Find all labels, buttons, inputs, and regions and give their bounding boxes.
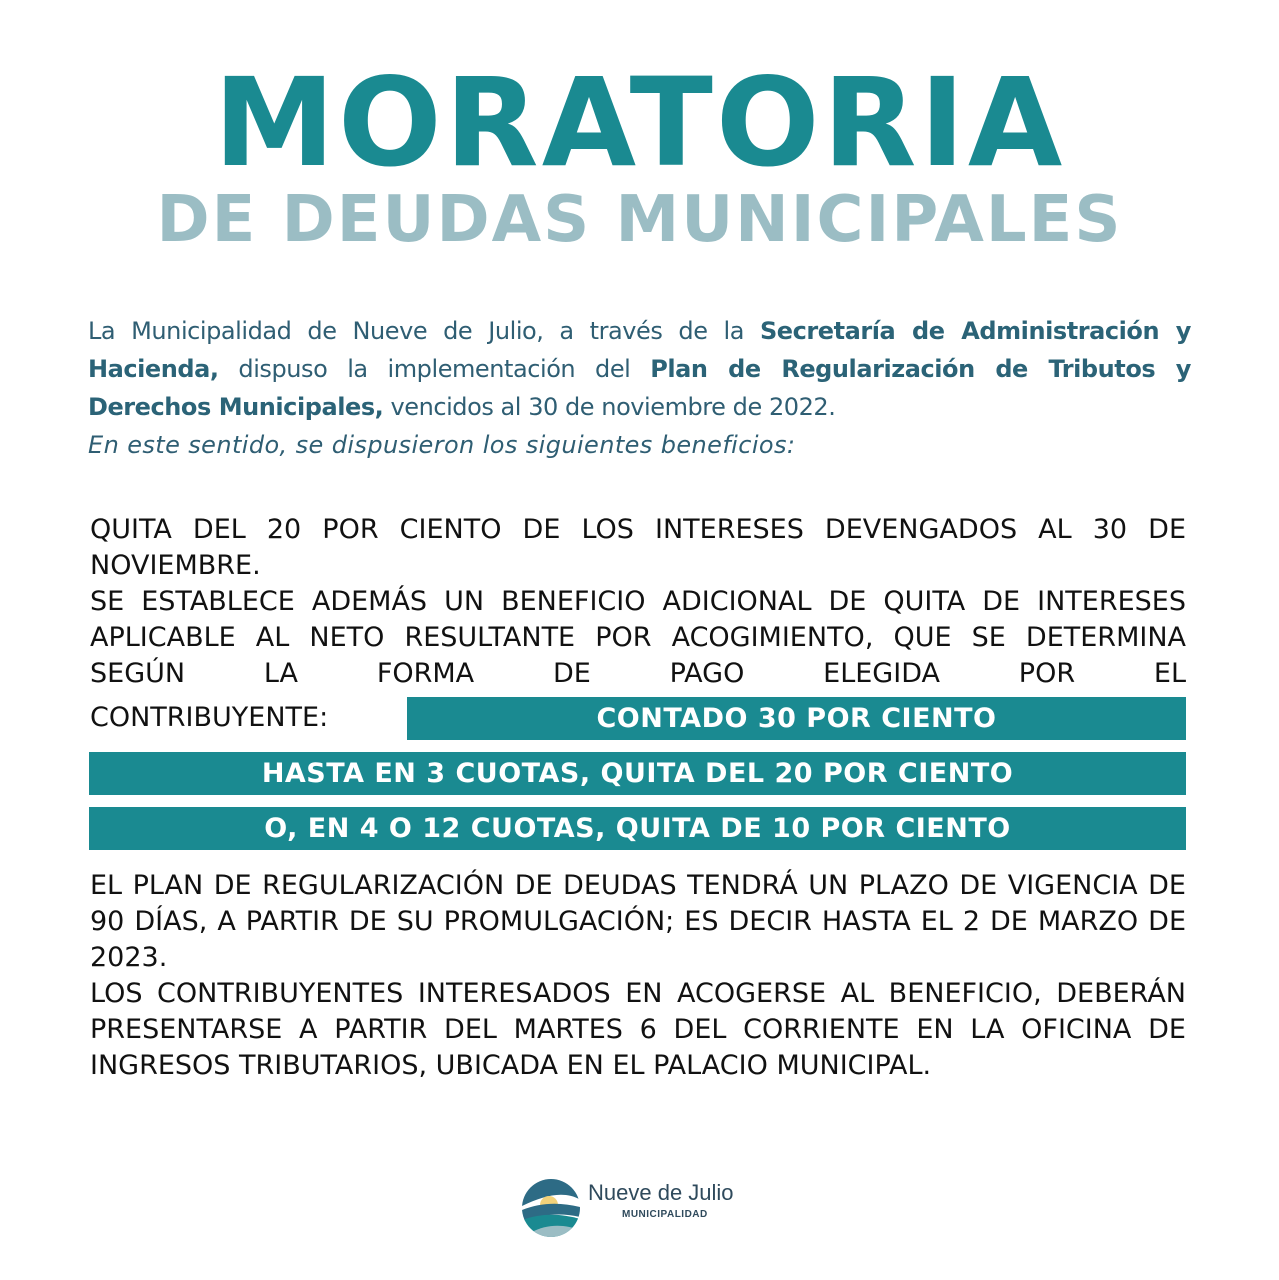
closing-text — [90, 868, 1186, 1084]
logo-emblem-icon — [522, 1172, 584, 1244]
logo-name: Nueve de Julio — [588, 1180, 734, 1205]
option-4-12-cuotas: O, EN 4 O 12 CUOTAS, QUITA DE 10 POR CIENTO — [89, 807, 1186, 850]
intro-text-1: La Municipalidad de Nueve de Julio, a través de la — [88, 317, 760, 345]
benefit-paragraph-1: QUITA DEL 20 POR CIENTO DE LOS INTERESES DEVENGADOS AL 30 DE NOVIEMBRE. — [90, 514, 1186, 581]
page-subtitle: DE DEUDAS MUNICIPALES — [156, 183, 1123, 257]
intro-paragraph — [88, 312, 1191, 464]
logo-subtitle: MUNICIPALIDAD — [622, 1209, 708, 1220]
closing-paragraph-2: LOS CONTRIBUYENTES INTERESADOS EN ACOGERSE AL BENEFICIO, DEBERÁN PRESENTARSE A PARTIR DEL MARTES 6 DEL CORRIENTE EN LA OFICINA DE INGRESOS TRIBUTARIOS, UBICADA EN EL PALACIO MUNICIPAL. — [90, 978, 1186, 1081]
municipality-logo — [522, 1172, 762, 1252]
intro-bold-2: Plan de Regularización de Tributos y Derechos Municipales, — [88, 355, 1191, 421]
intro-lead: En este sentido, se dispusieron los siguientes beneficios: — [88, 431, 796, 459]
intro-text-3: vencidos al 30 de noviembre de 2022. — [383, 393, 836, 421]
intro-text-2: dispuso la implementación del — [218, 355, 651, 383]
closing-paragraph-1: EL PLAN DE REGULARIZACIÓN DE DEUDAS TENDRÁ UN PLAZO DE VIGENCIA DE 90 DÍAS, A PARTIR DE SU PROMULGACIÓN; ES DECIR HASTA EL 2 DE MARZO DE 2023. — [90, 870, 1186, 973]
benefits-text — [90, 512, 1186, 692]
option-3-cuotas: HASTA EN 3 CUOTAS, QUITA DEL 20 POR CIENTO — [89, 752, 1186, 795]
page-title: MORATORIA — [213, 52, 1066, 194]
option-contado: CONTADO 30 POR CIENTO — [407, 697, 1186, 740]
benefit-paragraph-2: SE ESTABLECE ADEMÁS UN BENEFICIO ADICIONAL DE QUITA DE INTERESES APLICABLE AL NETO RESULTANTE POR ACOGIMIENTO, QUE SE DETERMINA SEGÚN LA FORMA DE PAGO ELEGIDA POR EL — [90, 586, 1186, 689]
intro-bold-1: Secretaría de Administración y Hacienda, — [88, 317, 1191, 383]
contribuyente-label: CONTRIBUYENTE: — [90, 702, 329, 733]
